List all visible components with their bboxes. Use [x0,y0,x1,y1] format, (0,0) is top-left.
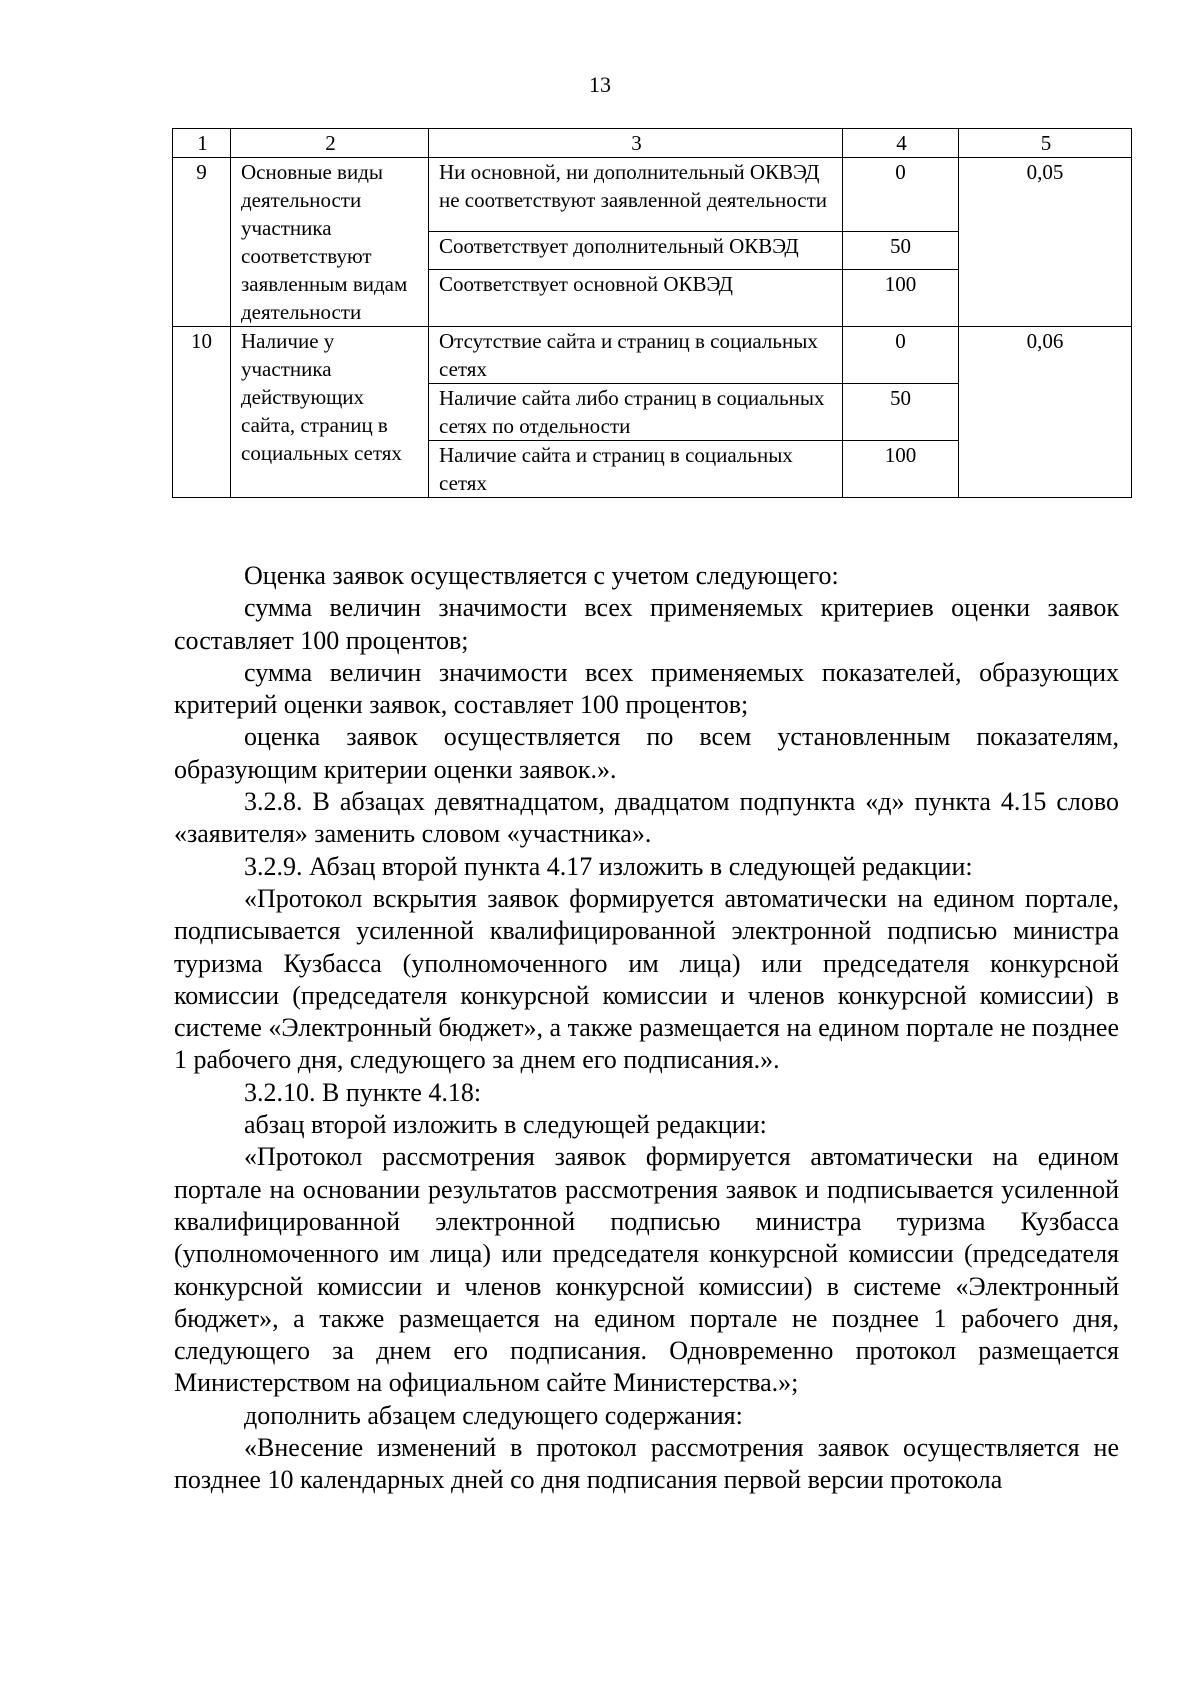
paragraph: оценка заявок осуществляется по всем установленным показателям, образующим критерии оценки заявок.». [174,722,1119,784]
page-number: 13 [589,72,611,97]
table-header-row [173,129,1132,158]
paragraph: сумма величин значимости всех применяемых показателей, образующих критерий оценки заявок, составляет 100 процентов; [174,657,1119,720]
option-text: Соответствует основной ОКВЭД [429,270,843,327]
option-text: Наличие сайта либо страниц в социальных сетях по отдельности [429,384,843,441]
criterion-name: Наличие у участника действующих сайта, страниц в социальных сетях [231,327,429,498]
paragraph: дополнить абзацем следующего содержания: [244,1400,743,1430]
table-header-cell: 5 [959,129,1132,158]
paragraph: «Протокол вскрытия заявок формируется автоматически на едином портале, подписывается усиленной квалифицированной электронной подписью министра туризма Кузбасса (уполномоченного им лица) или председателя конкурсной комиссии (председателя конкурсной комиссии и членов конкурсной комиссии) в системе «Электронный бюджет», а также размещается на едином портале не позднее 1 рабочего дня, следующего за днем его подписания.». [174,883,1119,1075]
document-body [174,560,1119,1497]
table-header-cell: 4 [843,129,959,158]
option-score: 50 [843,384,959,441]
option-text: Отсутствие сайта и страниц в социальных сетях [429,327,843,384]
paragraph: абзац второй изложить в следующей редакции: [244,1110,767,1140]
option-text: Соответствует дополнительный ОКВЭД [429,232,843,270]
option-score: 50 [843,232,959,270]
option-score: 0 [843,327,959,384]
criterion-weight: 0,06 [959,327,1132,498]
paragraph: 3.2.10. В пункте 4.18: [244,1077,482,1107]
criteria-table [172,128,1132,498]
paragraph: 3.2.8. В абзацах девятнадцатом, двадцатом подпункта «д» пункта 4.15 слово «заявителя» заменить словом «участника». [174,787,1119,849]
paragraph: «Протокол рассмотрения заявок формируется автоматически на едином портале на основании результатов рассмотрения заявок и подписывается усиленной квалифицированной электронной подписью министра туризма Кузбасса (уполномоченного им лица) или председателя конкурсной комиссии (председателя конкурсной комиссии и членов конкурсной комиссии) в системе «Электронный бюджет», а также размещается на едином портале не позднее 1 рабочего дня, следующего за днем его подписания. Одновременно протокол размещается Министерством на официальном сайте Министерства.»; [174,1142,1119,1398]
option-score: 100 [843,270,959,327]
table-header-cell: 1 [173,129,231,158]
criterion-name: Основные виды деятельности участника соответствуют заявленным видам деятельности [231,158,429,327]
table-header-cell: 2 [231,129,429,158]
paragraph: сумма величин значимости всех применяемых критериев оценки заявок составляет 100 процентов; [174,593,1119,655]
option-text: Ни основной, ни дополнительный ОКВЭД не соответствуют заявленной деятельности [429,158,843,232]
criterion-number: 10 [173,327,231,498]
option-score: 0 [843,158,959,232]
table-row [173,158,1132,232]
table-row [173,327,1132,384]
paragraph: «Внесение изменений в протокол рассмотрения заявок осуществляется не позднее 10 календарных дней со дня подписания первой версии протокола [174,1433,1119,1495]
paragraph: Оценка заявок осуществляется с учетом следующего: [244,561,839,590]
table-header-cell: 3 [429,129,843,158]
option-text: Наличие сайта и страниц в социальных сетях [429,441,843,498]
criterion-weight: 0,05 [959,158,1132,327]
paragraph: 3.2.9. Абзац второй пункта 4.17 изложить в следующей редакции: [244,851,973,881]
criterion-number: 9 [173,158,231,327]
option-score: 100 [843,441,959,498]
